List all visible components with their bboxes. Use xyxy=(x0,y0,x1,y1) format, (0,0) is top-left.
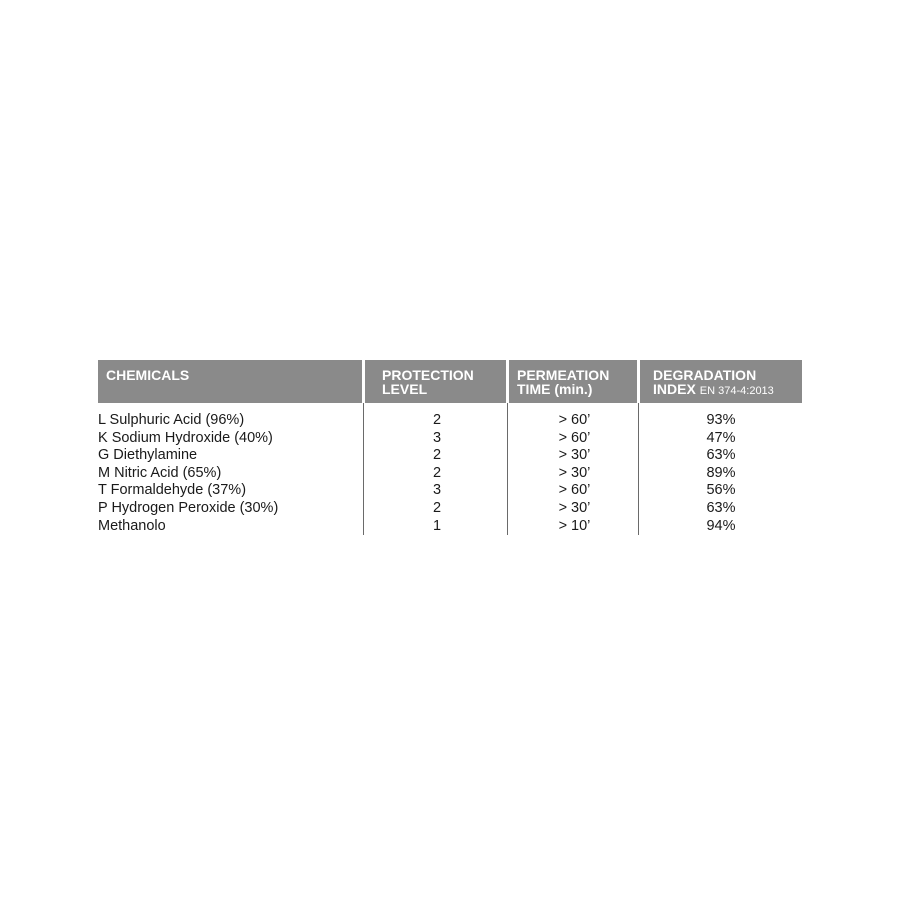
cell-permeation-time: > 10’ xyxy=(558,517,591,534)
header-chemicals-label: CHEMICALS xyxy=(106,367,190,383)
cell-chemical: P Hydrogen Peroxide (30%) xyxy=(98,499,279,516)
header-chemicals xyxy=(98,360,362,403)
table-row xyxy=(98,412,802,430)
header-permeation-line2: TIME (min.) xyxy=(517,381,593,397)
cell-chemical: Methanolo xyxy=(98,517,166,534)
cell-chemical: K Sodium Hydroxide (40%) xyxy=(98,429,273,446)
header-degradation-standard: EN 374-4:2013 xyxy=(699,385,774,397)
table-header-row xyxy=(98,360,802,403)
cell-chemical: L Sulphuric Acid (96%) xyxy=(98,412,245,428)
column-divider xyxy=(507,403,508,535)
cell-chemical: G Diethylamine xyxy=(98,447,198,464)
table-body xyxy=(98,412,802,535)
cell-permeation-time: > 30’ xyxy=(558,499,591,516)
cell-permeation-time: > 60’ xyxy=(558,412,591,428)
cell-degradation-index: 93% xyxy=(706,412,736,428)
cell-protection-level: 2 xyxy=(432,464,442,481)
cell-protection-level: 2 xyxy=(432,499,442,516)
table-row xyxy=(98,465,802,483)
header-permeation-line1: PERMEATION xyxy=(517,367,610,383)
cell-protection-level: 3 xyxy=(432,482,442,499)
cell-degradation-index: 63% xyxy=(706,499,736,516)
cell-chemical: M Nitric Acid (65%) xyxy=(98,464,222,481)
cell-degradation-index: 89% xyxy=(706,464,736,481)
table-row xyxy=(98,430,802,448)
cell-permeation-time: > 30’ xyxy=(558,464,591,481)
header-degradation-index-word: INDEX xyxy=(653,381,696,397)
header-protection-line2: LEVEL xyxy=(382,381,428,397)
column-divider xyxy=(363,403,364,535)
table-row xyxy=(98,447,802,465)
table-row xyxy=(98,500,802,518)
cell-protection-level: 2 xyxy=(432,447,442,464)
header-degradation-index xyxy=(640,360,802,403)
cell-permeation-time: > 60’ xyxy=(558,429,591,446)
chemical-resistance-table xyxy=(98,360,802,535)
cell-protection-level: 3 xyxy=(432,429,442,446)
cell-degradation-index: 56% xyxy=(706,482,736,499)
cell-protection-level: 2 xyxy=(432,412,442,428)
table-row xyxy=(98,482,802,500)
cell-degradation-index: 63% xyxy=(706,447,736,464)
cell-chemical: T Formaldehyde (37%) xyxy=(98,482,247,499)
header-degradation-line1: DEGRADATION xyxy=(653,367,757,383)
cell-protection-level: 1 xyxy=(432,517,442,534)
column-divider xyxy=(638,403,639,535)
cell-permeation-time: > 60’ xyxy=(558,482,591,499)
header-protection-line1: PROTECTION xyxy=(382,367,474,383)
header-permeation-time xyxy=(509,360,637,403)
header-protection-level xyxy=(365,360,506,403)
cell-degradation-index: 47% xyxy=(706,429,736,446)
cell-degradation-index: 94% xyxy=(706,517,736,534)
cell-permeation-time: > 30’ xyxy=(558,447,591,464)
table-row xyxy=(98,518,802,536)
header-degradation-line2 xyxy=(653,382,802,398)
